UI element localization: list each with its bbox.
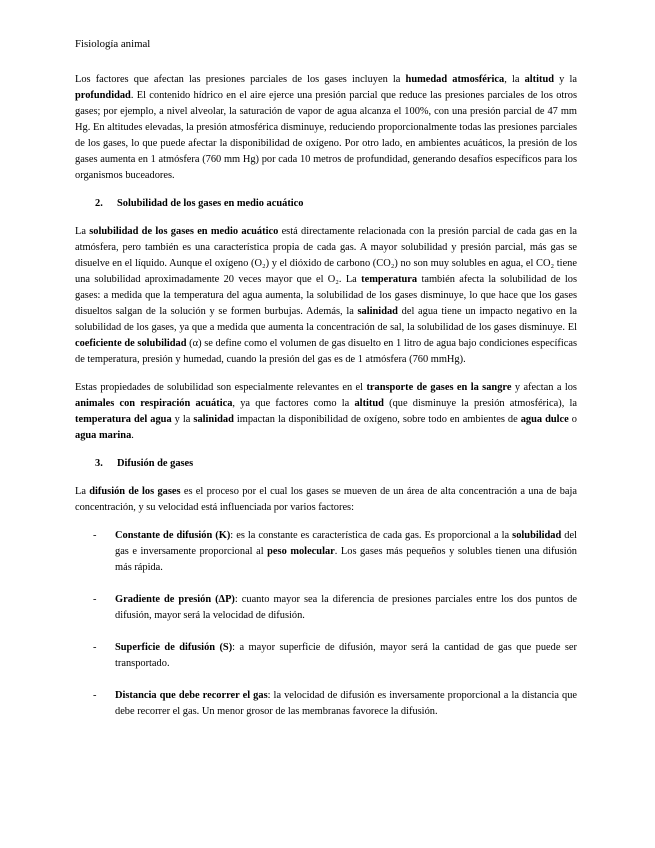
document-body [75,72,577,736]
paragraph-solubility-relevance [75,380,577,444]
text: (que disminuye la presión atmosférica), la [383,398,577,409]
list-item-diffusion-surface [75,640,577,672]
bold-term: coeficiente de solubilidad [75,338,187,349]
list-item-pressure-gradient [75,592,577,624]
bold-term: Superficie de difusión (S) [115,642,233,653]
text: . Los gases más pequeños y solubles tienen una difusión más rápida. [115,546,577,573]
bold-term: profundidad [75,90,131,101]
text: Los factores que afectan las presiones parciales de los gases incluyen la [75,74,406,85]
text: . El contenido hídrico en el aire ejerce una presión parcial que reduce las presiones parciales de los otros gases; por ejemplo, a nivel alveolar, la saturación de vapor de agua alcanza el 100%, con una presión parcial de 47 mm Hg. En altitudes elevadas, la presión atmosférica disminuye, reduciendo proporcionalmente todas las presiones parciales de los gases, lo que puede afectar la disponibilidad de oxígeno. Por otro lado, en ambientes acuáticos, la presión de los gases aumenta en 1 atmósfera (760 mm Hg) por cada 10 metros de profundidad, generando desafíos específicos para los organismos buceadores. [75,90,577,181]
bold-term: humedad atmosférica [405,74,505,85]
section-number: 3. [95,458,103,469]
text: o [568,414,577,425]
text: impactan la disponibilidad de oxígeno, sobre todo en ambientes de [233,414,521,425]
paragraph-solubility [75,224,577,368]
text: es el proceso por el cual los gases se mueven de un área de alta concentración a una de baja concentración, y su velocidad está influenciada por varios factores: [75,486,577,513]
bold-term: temperatura del agua [75,414,172,425]
bold-term: solubilidad [512,530,562,541]
text: está directamente relacionada con la presión parcial de cada gas en la atmósfera, pero también es una característica propia de cada gas. A mayor solubilidad y presión parcial, más gas se disuelve en el líquido. Aunque el oxígeno (O₂) y el dióxido de carbono (CO₂) no son muy solubles en agua, el CO₂ tiene una solubilidad aproximadamente 20 veces mayor que el O₂. La [75,226,577,285]
bold-term: salinidad [193,414,234,425]
text: : a mayor superficie de difusión, mayor será la cantidad de gas que puede ser transportado. [115,642,578,669]
bold-term: agua dulce [520,414,569,425]
text: y la [554,74,578,85]
bullet-dash: - [93,594,97,605]
text: , ya que factores como la [232,398,355,409]
text: : la velocidad de difusión es inversamente proporcional a la distancia que debe recorrer el gas. Un menor grosor de las membranas favorece la difusión. [115,690,577,717]
list-item-diffusion-constant [75,528,577,576]
section-heading-solubility [75,196,577,212]
bullet-dash: - [93,690,97,701]
bold-term: peso molecular [267,546,335,557]
text: Estas propiedades de solubilidad son especialmente relevantes en el [75,382,367,393]
bold-term: altitud [354,398,384,409]
bold-term: transporte de gases en la sangre [366,382,512,393]
bold-term: temperatura [361,274,418,285]
text: La [75,226,90,237]
text: también afecta la solubilidad de los gases: a medida que la temperatura del agua aumenta, la solubilidad de los gases disminuye, lo que hace que los gases disueltos salgan de la solución y se formen burbujas. Además, la [75,274,577,317]
text: (α) se define como el volumen de gas disuelto en 1 litro de agua bajo condiciones específicas de temperatura, presión y humedad, cuando la presión del gas es de 1 atmósfera (760 mmHg). [75,338,577,365]
section-heading-diffusion [75,456,577,472]
bold-term: animales con respiración acuática [75,398,233,409]
bullet-dash: - [93,642,97,653]
text: : cuanto mayor sea la diferencia de presiones parciales entre los dos puntos de difusión, mayor será la velocidad de difusión. [115,594,578,621]
text: . [131,430,134,441]
section-number: 2. [95,198,103,209]
bold-term: solubilidad de los gases en medio acuático [89,226,279,237]
text: : es la constante es característica de cada gas. Es proporcional a la [230,530,513,541]
paragraph-factors [75,72,577,184]
page-header: Fisiología animal [75,38,151,50]
bold-term: difusión de los gases [89,486,181,497]
text: La [75,486,90,497]
text: y la [171,414,194,425]
section-title: Solubilidad de los gases en medio acuático [117,198,304,209]
text: y afectan a los [511,382,577,393]
paragraph-diffusion [75,484,577,516]
bold-term: Constante de difusión (K) [115,530,231,541]
list-item-diffusion-distance [75,688,577,720]
bullet-dash: - [93,530,97,541]
section-title: Difusión de gases [117,458,194,469]
text: del gas e inversamente proporcional al [115,530,577,557]
text: , la [504,74,525,85]
bold-term: salinidad [357,306,398,317]
bold-term: altitud [524,74,555,85]
bold-term: Distancia que debe recorrer el gas [115,690,268,701]
text: del agua tiene un impacto negativo en la solubilidad de los gases, ya que a medida que aumenta la concentración de sal, la solubilidad de los gases disminuye. El [75,306,577,333]
bold-term: agua marina [75,430,132,441]
diffusion-factors-list [75,528,577,720]
bold-term: Gradiente de presión (ΔP) [115,594,235,605]
